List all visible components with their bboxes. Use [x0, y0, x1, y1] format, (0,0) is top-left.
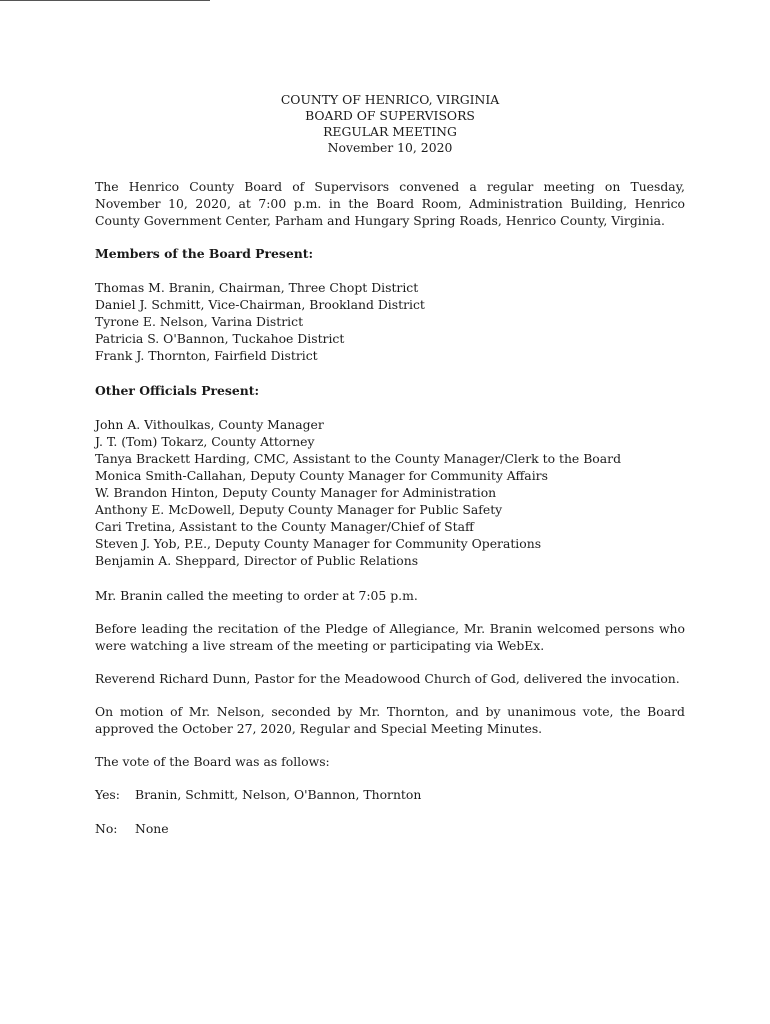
vote-yes-label: Yes:	[95, 787, 120, 802]
list-item: Thomas M. Branin, Chairman, Three Chopt District	[95, 280, 419, 295]
list-item: Tanya Brackett Harding, CMC, Assistant to the County Manager/Clerk to the Board	[95, 451, 622, 466]
list-item: Tyrone E. Nelson, Varina District	[95, 314, 304, 329]
intro-paragraph: The Henrico County Board of Supervisors convened a regular meeting on Tuesday, November 10, 2020, at 7:00 p.m. in the Board Room, Administration Building, Henrico County Government Center, Parham and Hungary Spring Roads, Henrico County, Virginia.	[95, 179, 685, 228]
invocation-paragraph: Reverend Richard Dunn, Pastor for the Meadowood Church of God, delivered the invocation.	[95, 671, 680, 686]
list-item: Cari Tretina, Assistant to the County Manager/Chief of Staff	[95, 519, 474, 534]
vote-intro-paragraph: The vote of the Board was as follows:	[95, 754, 330, 769]
list-item: Benjamin A. Sheppard, Director of Public Relations	[95, 553, 419, 568]
members-list	[95, 279, 685, 364]
vote-yes-row	[95, 786, 685, 803]
vote-yes-value: Branin, Schmitt, Nelson, O'Bannon, Thornton	[135, 787, 422, 802]
document-header	[95, 92, 685, 156]
meeting-date: November 10, 2020	[327, 140, 453, 155]
list-item: Steven J. Yob, P.E., Deputy County Manager for Community Operations	[95, 536, 542, 551]
vote-no-row	[95, 820, 685, 837]
meeting-heading: REGULAR MEETING	[323, 124, 457, 139]
list-item: W. Brandon Hinton, Deputy County Manager for Administration	[95, 485, 497, 500]
list-item: Daniel J. Schmitt, Vice-Chairman, Brookland District	[95, 297, 425, 312]
list-item: John A. Vithoulkas, County Manager	[95, 417, 324, 432]
document-page	[95, 92, 685, 854]
officials-list	[95, 416, 685, 569]
motion-paragraph: On motion of Mr. Nelson, seconded by Mr. Thornton, and by unanimous vote, the Board approved the October 27, 2020, Regular and Special Meeting Minutes.	[95, 704, 685, 736]
members-heading: Members of the Board Present:	[95, 246, 314, 261]
vote-no-value: None	[135, 821, 169, 836]
list-item: J. T. (Tom) Tokarz, County Attorney	[95, 434, 315, 449]
pledge-paragraph: Before leading the recitation of the Pledge of Allegiance, Mr. Branin welcomed persons who were watching a live stream of the meeting or participating via WebEx.	[95, 621, 685, 653]
county-heading: COUNTY OF HENRICO, VIRGINIA	[280, 92, 500, 107]
list-item: Anthony E. McDowell, Deputy County Manager for Public Safety	[95, 502, 503, 517]
officials-heading: Other Officials Present:	[95, 383, 260, 398]
vote-no-label: No:	[95, 821, 118, 836]
list-item: Frank J. Thornton, Fairfield District	[95, 348, 318, 363]
list-item: Monica Smith-Callahan, Deputy County Manager for Community Affairs	[95, 468, 548, 483]
scan-edge-line	[0, 0, 210, 1]
call-to-order-paragraph: Mr. Branin called the meeting to order at 7:05 p.m.	[95, 588, 418, 603]
list-item: Patricia S. O'Bannon, Tuckahoe District	[95, 331, 345, 346]
board-heading: BOARD OF SUPERVISORS	[305, 108, 475, 123]
